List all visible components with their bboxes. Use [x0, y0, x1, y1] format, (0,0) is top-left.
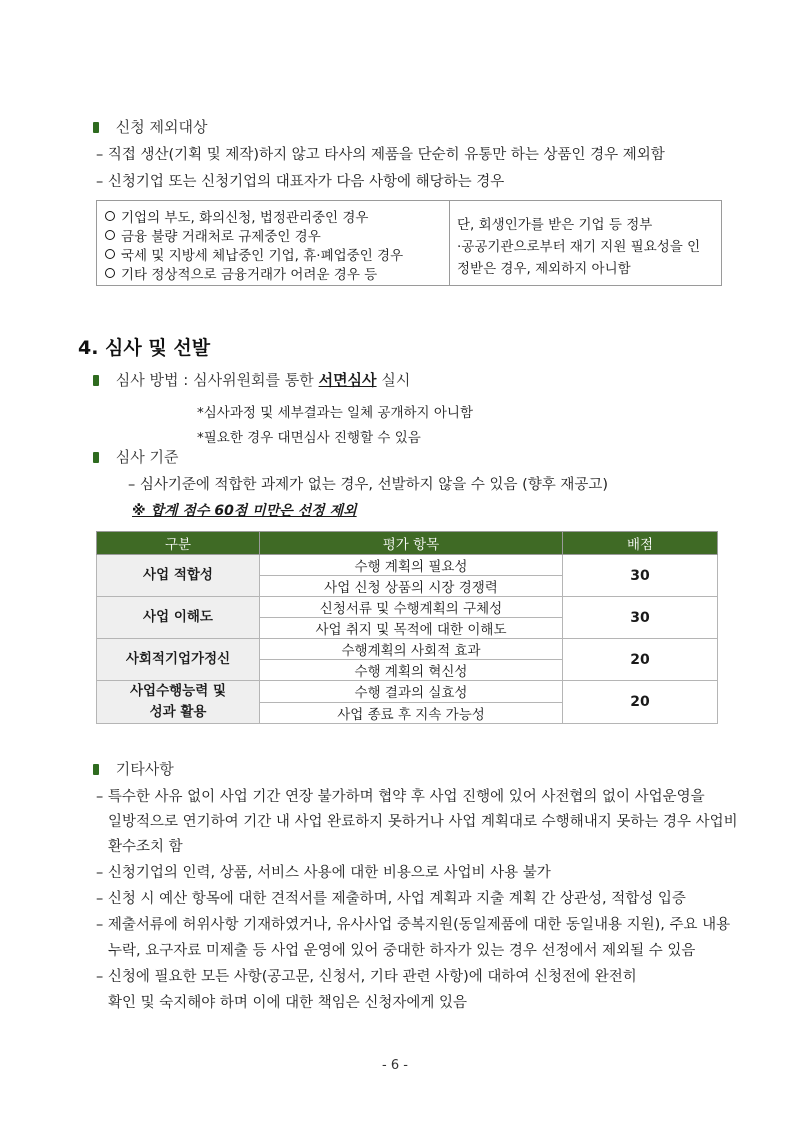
section-title: 4. 심사 및 선발: [78, 337, 211, 359]
misc-heading: 기타사항: [93, 758, 174, 779]
misc-line: 환수조치 함: [108, 839, 183, 855]
misc-line: – 신청에 필요한 모든 사항(공고문, 신청서, 기타 관련 사항)에 대하여 신청전에 완전히: [96, 969, 637, 985]
exclusion-note-line: 단, 회생인가를 받은 기업 등 정부: [457, 217, 653, 233]
green-square-bullet-icon: [93, 452, 99, 463]
table-category-line: 성과 활용: [149, 704, 207, 720]
table-row: [97, 555, 718, 576]
review-note-2: *필요한 경우 대면심사 진행할 수 있음: [197, 430, 421, 446]
misc-line: – 신청 시 예산 항목에 대한 견적서를 제출하며, 사업 계획과 지출 계획 간 상관성, 적합성 입증: [96, 891, 686, 907]
review-note-1: *심사과정 및 세부결과는 일체 공개하지 아니함: [197, 405, 473, 421]
criteria-line: – 심사기준에 적합한 과제가 없는 경우, 선발하지 않을 수 있음 (향후 재공고): [128, 477, 609, 493]
table-header-row: [97, 532, 718, 555]
misc-line: – 신청기업의 인력, 상품, 서비스 사용에 대한 비용으로 사업비 사용 불가: [96, 865, 551, 881]
exclusion-box-item: 금융 불량 거래처로 규제중인 경우: [105, 225, 321, 245]
table-item: 수행 결과의 실효성: [260, 681, 563, 703]
hollow-circle-bullet-icon: [105, 249, 115, 259]
table-category: [97, 681, 260, 724]
score-notice: ※ 합계 점수 60점 미만은 선정 제외: [132, 503, 357, 519]
exclusion-note-line: ·공공기관으로부터 재기 지원 필요성을 인: [457, 239, 701, 255]
table-score: 20: [563, 639, 718, 681]
table-item: 사업 신청 상품의 시장 경쟁력: [260, 576, 563, 597]
exclusion-box-item: 국세 및 지방세 체납중인 기업, 휴·폐업중인 경우: [105, 244, 403, 264]
table-header-score: 배점: [563, 532, 718, 555]
exclusion-box-item: 기타 정상적으로 금융거래가 어려운 경우 등: [105, 263, 377, 283]
exclusion-box-divider: [449, 201, 450, 285]
table-category: 사업 이해도: [97, 597, 260, 639]
green-square-bullet-icon: [93, 764, 99, 775]
green-square-bullet-icon: [93, 122, 99, 133]
review-method: 심사 방법 : 심사위원회를 통한 서면심사 실시: [93, 369, 410, 390]
table-item: 신청서류 및 수행계획의 구체성: [260, 597, 563, 618]
table-score: 30: [563, 555, 718, 597]
table-item: 사업 취지 및 목적에 대한 이해도: [260, 618, 563, 639]
exclusion-box: [96, 200, 722, 286]
table-item: 수행 계획의 필요성: [260, 555, 563, 576]
table-item: 수행계획의 사회적 효과: [260, 639, 563, 660]
exclusion-line-1: – 직접 생산(기획 및 제작)하지 않고 타사의 제품을 단순히 유통만 하는 상품인 경우 제외함: [96, 147, 665, 163]
exclusion-note-line: 정받은 경우, 제외하지 아니함: [457, 261, 631, 277]
table-header-category: 구분: [97, 532, 260, 555]
hollow-circle-bullet-icon: [105, 268, 115, 278]
table-score: 30: [563, 597, 718, 639]
exclusion-box-item: 기업의 부도, 화의신청, 법정관리중인 경우: [105, 206, 368, 226]
table-header-item: 평가 항목: [260, 532, 563, 555]
table-category-line: 사업수행능력 및: [130, 683, 226, 699]
table-item: 사업 종료 후 지속 가능성: [260, 702, 563, 724]
misc-line: – 제출서류에 허위사항 기재하였거나, 유사사업 중복지원(동일제품에 대한 동일내용 지원), 주요 내용: [96, 917, 731, 933]
green-square-bullet-icon: [93, 375, 99, 386]
exclusions-heading: 신청 제외대상: [93, 116, 208, 137]
misc-line: 일방적으로 연기하여 기간 내 사업 완료하지 못하거나 사업 계획대로 수행해내지 못하는 경우 사업비: [108, 814, 738, 830]
misc-line: 누락, 요구자료 미제출 등 사업 운영에 있어 중대한 하자가 있는 경우 선정에서 제외될 수 있음: [108, 943, 696, 959]
table-row: [97, 597, 718, 618]
misc-line: 확인 및 숙지해야 하며 이에 대한 책임은 신청자에게 있음: [108, 995, 468, 1011]
criteria-heading: 심사 기준: [93, 446, 179, 467]
hollow-circle-bullet-icon: [105, 211, 115, 221]
exclusion-line-2: – 신청기업 또는 신청기업의 대표자가 다음 사항에 해당하는 경우: [96, 174, 505, 190]
evaluation-table: [96, 531, 718, 724]
misc-line: – 특수한 사유 없이 사업 기간 연장 불가하며 협약 후 사업 진행에 있어 사전협의 없이 사업운영을: [96, 789, 705, 805]
table-row: [97, 639, 718, 660]
hollow-circle-bullet-icon: [105, 230, 115, 240]
review-method-emphasis: 서면심사: [318, 371, 377, 389]
table-score: 20: [563, 681, 718, 724]
table-item: 수행 계획의 혁신성: [260, 660, 563, 681]
table-category: 사업 적합성: [97, 555, 260, 597]
table-category: 사회적기업가정신: [97, 639, 260, 681]
page-number: - 6 -: [382, 1058, 408, 1073]
table-row: [97, 681, 718, 703]
